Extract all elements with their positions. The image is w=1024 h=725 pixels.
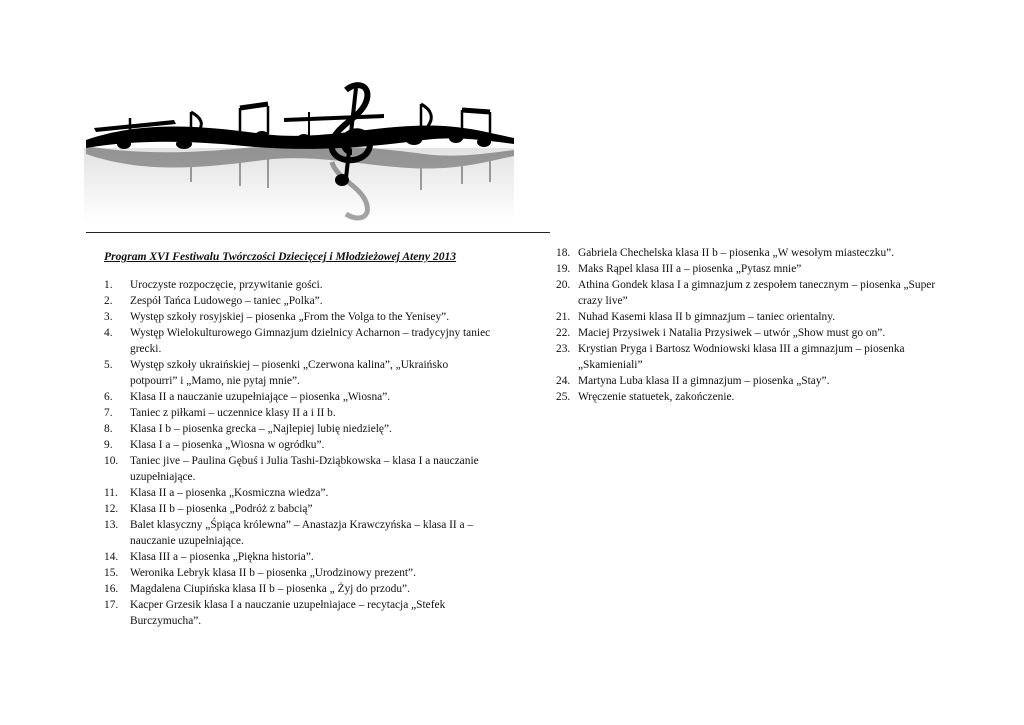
list-item <box>104 517 494 549</box>
list-item <box>104 549 494 565</box>
item-text: Maks Rąpel klasa III a – piosenka „Pytasz mnie” <box>578 263 802 275</box>
item-text: Magdalena Ciupińska klasa II b – piosenka „ Żyj do przodu”. <box>130 583 410 595</box>
item-text: Wręczenie statuetek, zakończenie. <box>578 391 735 403</box>
item-number: 13. <box>104 519 119 531</box>
item-number: 8. <box>104 423 113 435</box>
list-item <box>556 341 946 373</box>
item-text: Martyna Luba klasa II a gimnazjum – piosenka „Stay”. <box>578 375 830 387</box>
item-number: 10. <box>104 455 119 467</box>
item-text: Klasa I a – piosenka „Wiosna w ogródku”. <box>130 439 325 451</box>
list-item <box>104 565 494 581</box>
item-text: Zespół Tańca Ludowego – taniec „Polka”. <box>130 295 323 307</box>
item-number: 15. <box>104 567 119 579</box>
item-text: Występ szkoły rosyjskiej – piosenka „From the Volga to the Yenisey”. <box>130 311 450 323</box>
list-item <box>556 309 946 325</box>
item-text: Klasa II a nauczanie uzupełniające – piosenka „Wiosna”. <box>130 391 391 403</box>
list-item <box>556 277 946 309</box>
item-number: 18. <box>556 247 571 259</box>
item-text: Maciej Przysiwek i Natalia Przysiwek – utwór „Show must go on”. <box>578 327 886 339</box>
list-item <box>104 293 494 309</box>
item-number: 12. <box>104 503 119 515</box>
item-text: Athina Gondek klasa I a gimnazjum z zespołem tanecznym – piosenka „Super crazy live” <box>578 279 936 307</box>
item-text: Weronika Lebryk klasa II b – piosenka „Urodzinowy prezent”. <box>130 567 416 579</box>
item-text: Kacper Grzesik klasa I a nauczanie uzupełniajace – recytacja „Stefek Burczymucha”. <box>130 599 446 627</box>
list-item <box>104 357 494 389</box>
list-item <box>104 485 494 501</box>
item-number: 14. <box>104 551 119 563</box>
item-text: Balet klasyczny „Śpiąca królewna” – Anastazja Krawczyńska – klasa II a – nauczanie uzupełniające. <box>130 519 474 547</box>
item-text: Taniec jive – Paulina Gębuś i Julia Tashi-Dziąbkowska – klasa I a nauczanie uzupełniające. <box>130 455 479 483</box>
list-item <box>104 405 494 421</box>
program-list-right <box>556 245 946 405</box>
list-item <box>556 325 946 341</box>
list-item <box>556 261 946 277</box>
list-item <box>104 581 494 597</box>
item-text: Gabriela Chechelska klasa II b – piosenka „W wesołym miasteczku”. <box>578 247 895 259</box>
item-text: Występ Wielokulturowego Gimnazjum dzielnicy Acharnon – tradycyjny taniec grecki. <box>130 327 491 355</box>
item-number: 6. <box>104 391 113 403</box>
item-number: 9. <box>104 439 113 451</box>
item-text: Uroczyste rozpoczęcie, przywitanie gości. <box>130 279 323 291</box>
item-text: Krystian Pryga i Bartosz Wodniowski klasa III a gimnazjum – piosenka „Skamieniali” <box>578 343 905 371</box>
item-text: Klasa III a – piosenka „Piękna historia”. <box>130 551 314 563</box>
list-item <box>556 389 946 405</box>
item-number: 3. <box>104 311 113 323</box>
item-number: 2. <box>104 295 113 307</box>
list-item <box>104 597 494 629</box>
item-number: 25. <box>556 391 571 403</box>
item-text: Nuhad Kasemi klasa II b gimnazjum – taniec orientalny. <box>578 311 836 323</box>
item-number: 7. <box>104 407 113 419</box>
item-number: 1. <box>104 279 113 291</box>
list-item <box>104 501 494 517</box>
item-number: 17. <box>104 599 119 611</box>
item-number: 21. <box>556 311 571 323</box>
list-item <box>556 245 946 261</box>
item-text: Klasa I b – piosenka grecka – „Najlepiej lubię niedzielę”. <box>130 423 392 435</box>
list-item <box>556 373 946 389</box>
item-number: 20. <box>556 279 571 291</box>
item-number: 22. <box>556 327 571 339</box>
list-item <box>104 309 494 325</box>
item-number: 4. <box>104 327 113 339</box>
item-text: Klasa II a – piosenka „Kosmiczna wiedza”. <box>130 487 329 499</box>
program-list-left <box>104 277 494 629</box>
item-text: Klasa II b – piosenka „Podróż z babcią” <box>130 503 313 515</box>
list-item <box>104 389 494 405</box>
item-number: 23. <box>556 343 571 355</box>
item-number: 16. <box>104 583 119 595</box>
list-item <box>104 453 494 485</box>
list-item <box>104 421 494 437</box>
item-number: 11. <box>104 487 118 499</box>
item-text: Występ szkoły ukraińskiej – piosenki „Czerwona kalina”, „Ukraińsko potpourri” i „Mamo, nie pytaj mnie”. <box>130 359 449 387</box>
list-item <box>104 437 494 453</box>
program-title: Program XVI Festiwalu Twórczości Dziecięcej i Młodzieżowej Ateny 2013 <box>104 250 457 263</box>
header-divider <box>86 232 550 233</box>
music-notes-banner-icon <box>84 82 514 222</box>
item-text: Taniec z piłkami – uczennice klasy II a i II b. <box>130 407 336 419</box>
item-number: 19. <box>556 263 571 275</box>
item-number: 5. <box>104 359 113 371</box>
item-number: 24. <box>556 375 571 387</box>
list-item <box>104 277 494 293</box>
list-item <box>104 325 494 357</box>
